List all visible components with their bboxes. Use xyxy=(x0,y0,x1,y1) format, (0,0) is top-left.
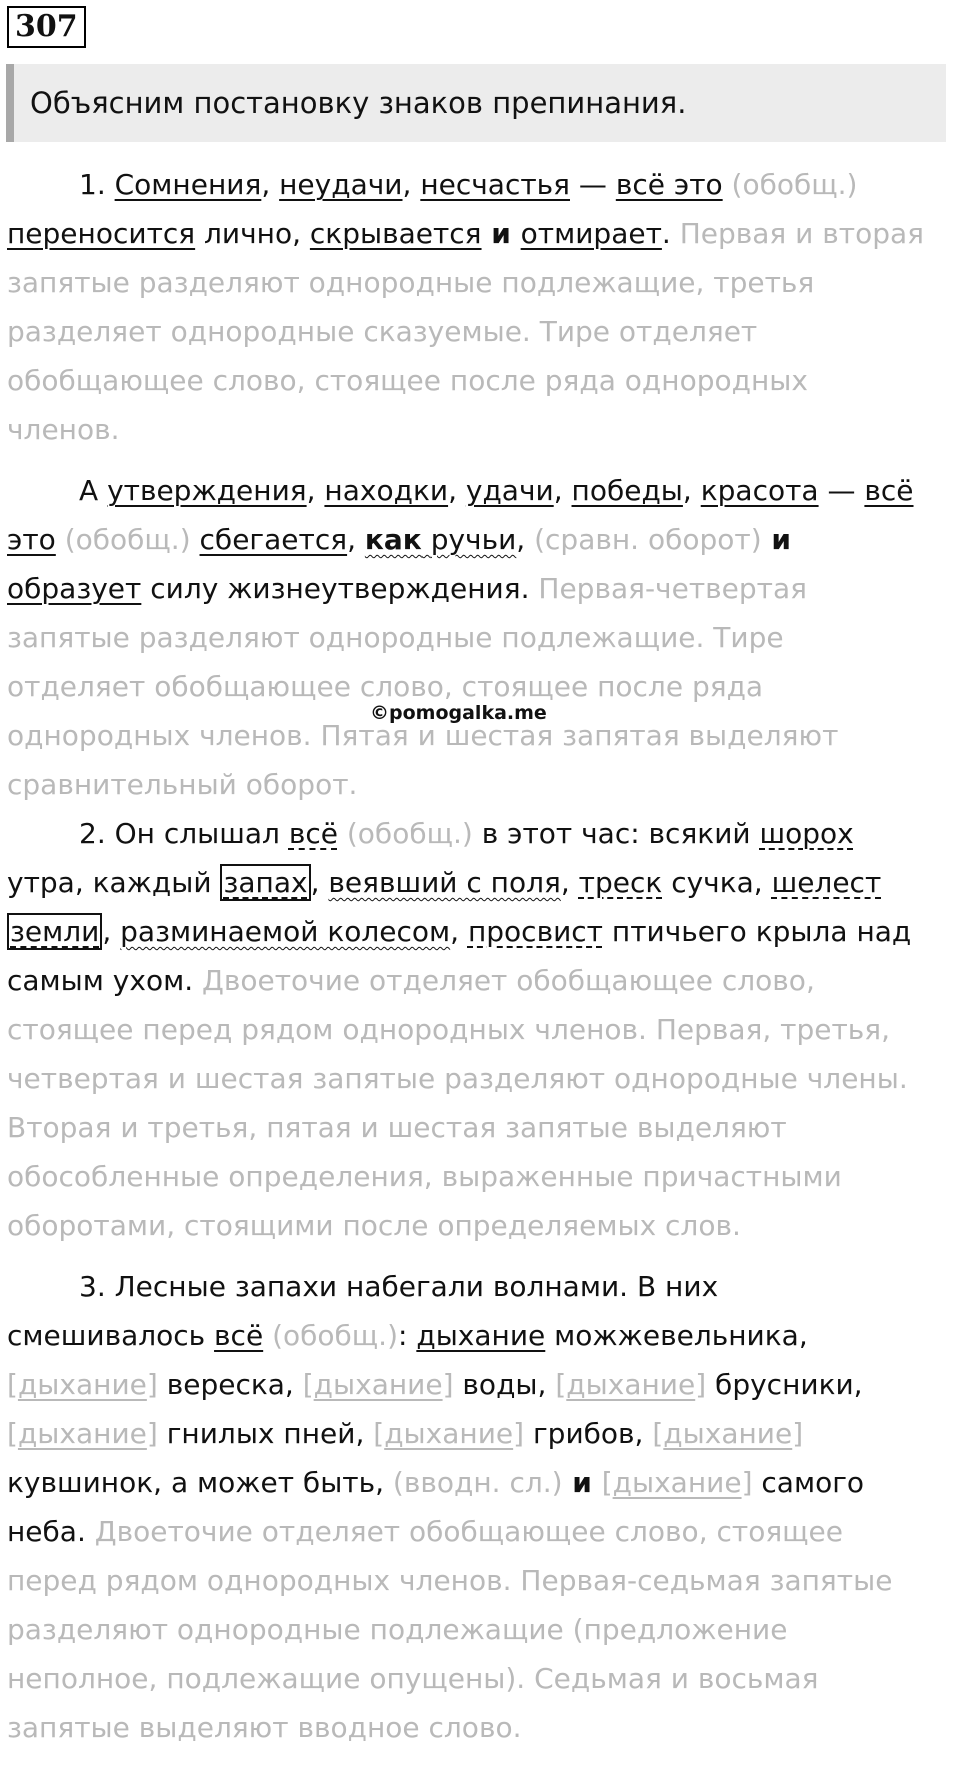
sentence-1b-line-2: это (обобщ.) сбегается, как ручьи, (сравн. оборот) и xyxy=(7,523,792,556)
sentence-1b-line-3: образует силу жизнеутверждения. Первая-четвертая xyxy=(7,572,807,605)
sentence-2-line-4: самым ухом. Двоеточие отделяет обобщающее слово, xyxy=(7,964,815,997)
explanation-line: однородных членов. Пятая и шестая запятая выделяют xyxy=(7,719,839,752)
generalizing-word: всё это xyxy=(615,168,723,201)
solution-text xyxy=(7,160,957,1752)
explanation-line: перед рядом однородных членов. Первая-седьмая запятые xyxy=(7,1564,893,1597)
explanation-line: обособленные определения, выраженные причастными xyxy=(7,1160,842,1193)
explanation-line: стоящее перед рядом однородных членов. Первая, третья, xyxy=(7,1013,891,1046)
explanation-line: неполное, подлежащие опущены). Седьмая и восьмая xyxy=(7,1662,819,1695)
defined-word-box: запах xyxy=(220,864,310,901)
explanation-line: разделяют однородные подлежащие (предложение xyxy=(7,1613,788,1646)
sentence-3-line-6: неба. Двоеточие отделяет обобщающее слово, стоящее xyxy=(7,1515,843,1548)
sentence-1b-line-1: А утверждения, находки, удачи, победы, красота — всё xyxy=(79,474,914,507)
sentence-3-line-1: 3. Лесные запахи набегали волнами. В них xyxy=(79,1270,719,1303)
sentence-3-line-3: [дыхание] вереска, [дыхание] воды, [дыхание] брусники, xyxy=(7,1368,863,1401)
explanation-line: запятые разделяют однородные подлежащие, третья xyxy=(7,266,815,299)
explanation-line: оборотами, стоящими после определяемых слов. xyxy=(7,1209,741,1242)
explanation-line: Вторая и третья, пятая и шестая запятые выделяют xyxy=(7,1111,787,1144)
sentence-2-line-2: утра, каждый запах , веявший с поля, треск сучка, шелест xyxy=(7,866,882,899)
task-text: Объясним постановку знаков препинания. xyxy=(30,86,687,120)
explanation-line: членов. xyxy=(7,413,120,446)
defined-word-box: земли xyxy=(7,913,102,950)
sentence-3-line-2: смешивалось всё (обобщ.): дыхание можжевельника, xyxy=(7,1319,808,1352)
sentence-1-line-2: переносится лично, скрывается и отмирает. Первая и вторая xyxy=(7,217,924,250)
explanation-line: отделяет обобщающее слово, стоящее после ряда xyxy=(7,670,764,703)
sentence-1-line-1: 1. Сомнения, неудачи, несчастья — всё это (обобщ.) xyxy=(79,168,858,201)
sentence-3-line-4: [дыхание] гнилых пней, [дыхание] грибов, [дыхание] xyxy=(7,1417,804,1450)
explanation-line: четвертая и шестая запятые разделяют однородные члены. xyxy=(7,1062,908,1095)
explanation-line: обобщающее слово, стоящее после ряда однородных xyxy=(7,364,808,397)
sentence-2-line-3: земли , разминаемой колесом, просвист птичьего крыла над xyxy=(7,907,957,956)
sentence-3-line-5: кувшинок, а может быть, (вводн. сл.) и [дыхание] самого xyxy=(7,1466,865,1499)
watermark: ©pomogalka.me xyxy=(370,702,547,724)
explanation-line: запятые выделяют вводное слово. xyxy=(7,1711,522,1744)
task-banner xyxy=(6,64,946,142)
explanation-line: сравнительный оборот. xyxy=(7,768,358,801)
explanation-line: разделяет однородные сказуемые. Тире отделяет xyxy=(7,315,758,348)
exercise-number: 307 xyxy=(7,6,86,48)
sentence-2-line-1: 2. Он слышал всё (обобщ.) в этот час: всякий шорох xyxy=(79,817,854,850)
explanation-line: запятые разделяют однородные подлежащие. Тире xyxy=(7,621,784,654)
